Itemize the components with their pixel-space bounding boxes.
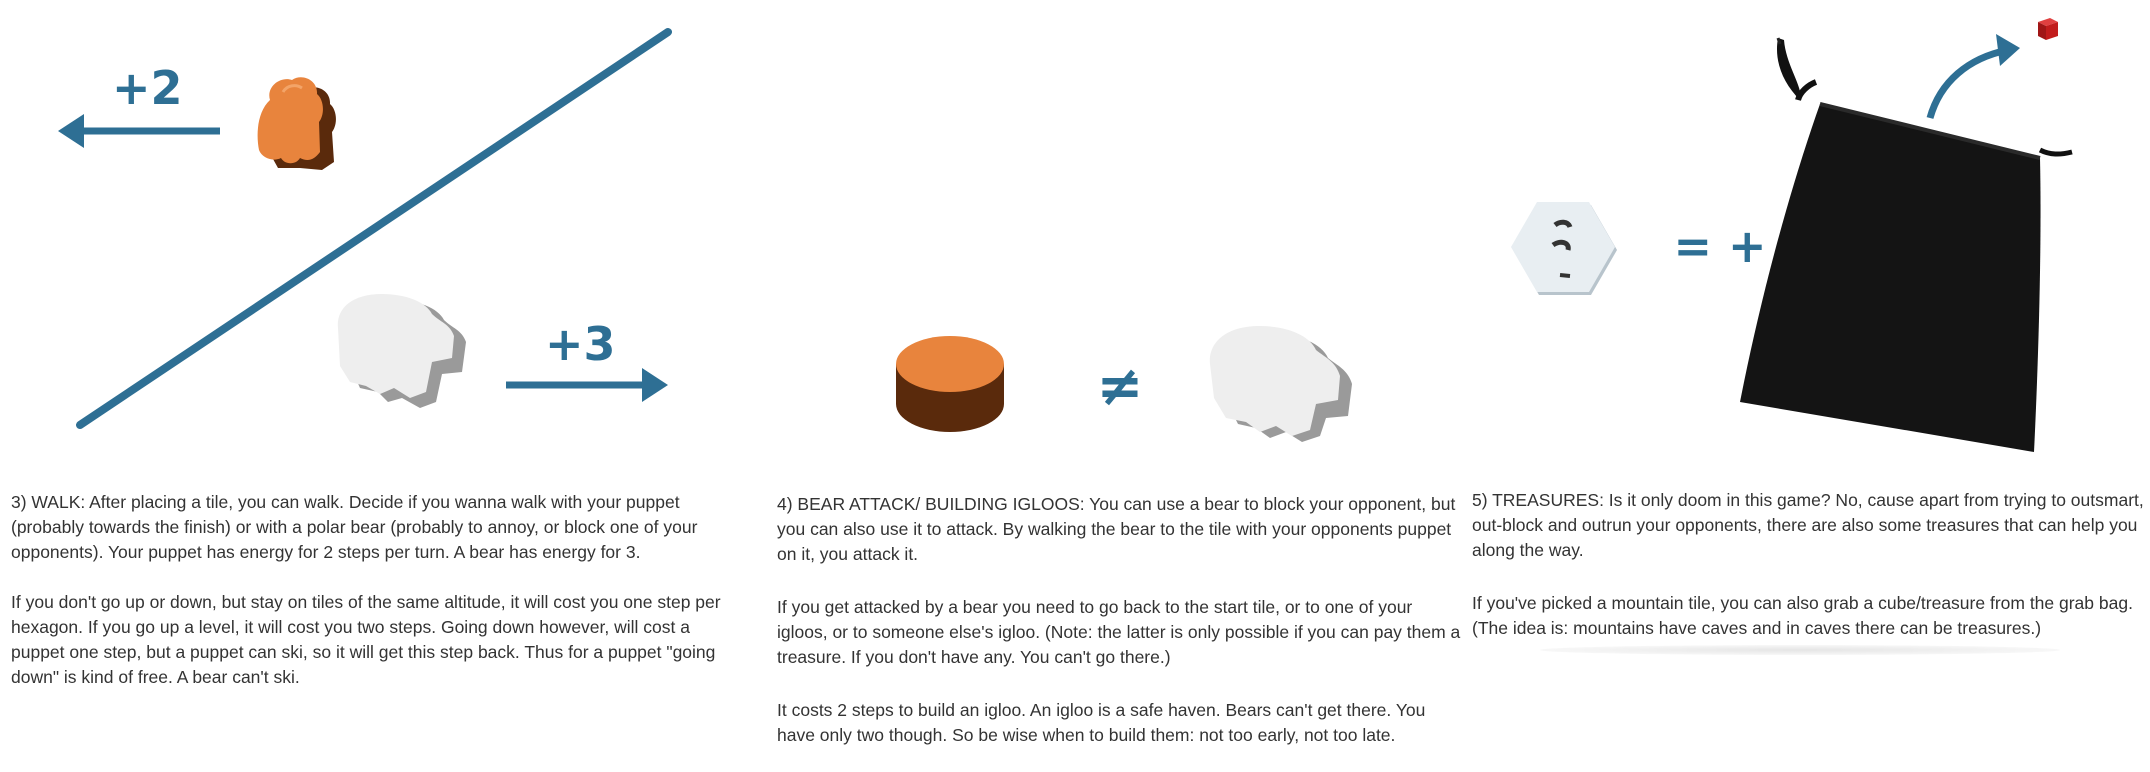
not-equal-icon: ≠ — [1096, 354, 1144, 419]
mountain-tile-icon — [1511, 202, 1617, 295]
grab-bag-icon — [1740, 38, 2072, 452]
curved-arrow-icon — [1930, 34, 2020, 118]
equals-plus-label: = + — [1673, 219, 1767, 273]
bear-attack-illustration — [760, 0, 1460, 470]
bear-attack-panel — [760, 0, 1460, 772]
left-arrow-icon — [58, 114, 220, 148]
treasure-paragraph-2: If you've picked a mountain tile, you can also grab a cube/treasure from the grab bag. (The idea is: mountains have caves and in caves there can be treasures.) — [1472, 593, 2133, 638]
walk-paragraph-1: 3) WALK: After placing a tile, you can walk. Decide if you wanna walk with your puppet (probably towards the finish) or with a polar bear (probably to annoy, or block one of your opponents). Your puppet has energy for 2 steps per turn. A bear has energy for 3. — [11, 492, 698, 562]
bear-paragraph-2: If you get attacked by a bear you need to go back to the start tile, or to one of your igloos, or to someone else's igloo. (Note: the latter is only possible if you can pay them a treasure. If you don't have any. You can't go there.) — [777, 597, 1461, 667]
treasures-panel — [1460, 0, 2150, 772]
walk-illustration — [0, 0, 740, 470]
polar-bear-icon — [338, 294, 466, 408]
treasures-text — [1472, 488, 2150, 641]
bear-paragraph-1: 4) BEAR ATTACK/ BUILDING IGLOOS: You can use a bear to block your opponent, but you can also use it to attack. By walking the bear to the tile with your opponents puppet on it, you attack it. — [777, 494, 1456, 564]
polar-bear-icon — [1210, 326, 1352, 442]
walk-panel — [0, 0, 740, 772]
treasure-paragraph-1: 5) TREASURES: Is it only doom in this game? No, cause apart from trying to outsmart, out-block and outrun your opponents, there are also some treasures that can help you along the way. — [1472, 490, 2144, 560]
walk-text — [11, 490, 736, 690]
treasure-cube-icon — [2038, 18, 2058, 40]
bear-steps-label: +3 — [545, 317, 616, 371]
walk-paragraph-2: If you don't go up or down, but stay on tiles of the same altitude, it will cost you one step per hexagon. If you go up a level, it will cost you two steps. Going down however, will cost a puppet one step, but a puppet can ski, so it will get this step back. Thus for a puppet "going down" is kind of free. A bear can't ski. — [11, 592, 721, 687]
igloo-token-icon — [896, 336, 1004, 432]
treasures-illustration — [1460, 0, 2150, 470]
bear-attack-text — [777, 492, 1467, 748]
bear-paragraph-3: It costs 2 steps to build an igloo. An igloo is a safe haven. Bears can't get there. You have only two though. So be wise when to build them: not too early, not too late. — [777, 700, 1426, 745]
text-shadow-decoration — [1540, 645, 2060, 655]
right-arrow-icon — [506, 368, 668, 402]
puppet-steps-label: +2 — [112, 61, 183, 115]
puppet-meeple-icon — [258, 77, 336, 170]
